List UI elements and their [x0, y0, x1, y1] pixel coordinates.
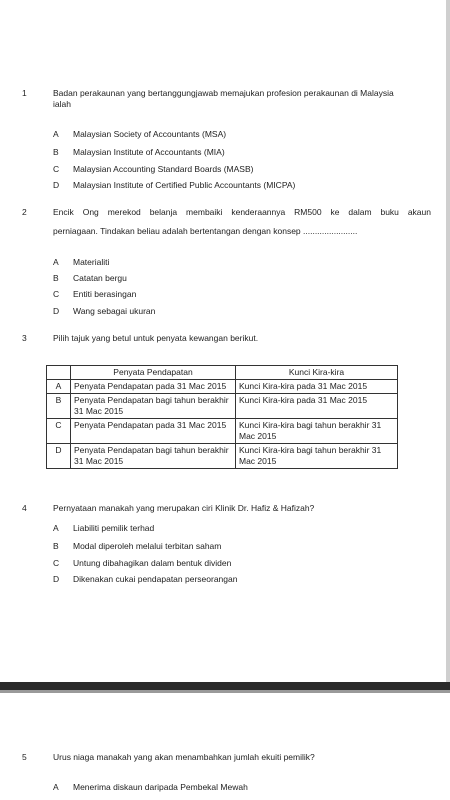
option-a[interactable]	[53, 257, 109, 267]
table-cell-letter: A	[47, 380, 71, 394]
table-cell: Kunci Kira-kira bagi tahun berakhir 31 Mac 2015	[236, 419, 398, 444]
table-row[interactable]	[47, 394, 398, 419]
option-b[interactable]	[53, 273, 127, 283]
next-page	[0, 693, 450, 800]
question-text: Pilih tajuk yang betul untuk penyata kewangan berikut.	[53, 333, 259, 343]
page-edge	[446, 0, 450, 690]
option-text: Catatan bergu	[73, 273, 127, 283]
option-text: Menerima diskaun daripada Pembekal Mewah	[73, 782, 248, 792]
option-letter: D	[53, 574, 60, 584]
option-b[interactable]	[53, 541, 221, 551]
question-text: Pernyataan manakah yang merupakan ciri Klinik Dr. Hafiz & Hafizah?	[53, 503, 315, 513]
table-header-cell	[47, 366, 71, 380]
option-letter: D	[53, 180, 60, 190]
option-c[interactable]	[53, 164, 253, 174]
option-letter: B	[53, 273, 59, 283]
table-cell: Kunci Kira-kira bagi tahun berakhir 31 Mac 2015	[236, 444, 398, 469]
question-text-line: Encik Ong merekod belanja membaiki kenderaannya RM500 ke dalam buku akaun	[53, 207, 431, 217]
option-c[interactable]	[53, 289, 136, 299]
table-row[interactable]	[47, 444, 398, 469]
table-cell: Penyata Pendapatan pada 31 Mac 2015	[71, 380, 236, 394]
table-cell: Penyata Pendapatan pada 31 Mac 2015	[71, 419, 236, 444]
option-d[interactable]	[53, 574, 237, 584]
question-number: 3	[22, 333, 27, 343]
option-text: Dikenakan cukai pendapatan perseorangan	[73, 574, 238, 584]
option-letter: D	[53, 306, 60, 316]
table-header-row	[47, 366, 398, 380]
option-text: Malaysian Society of Accountants (MSA)	[73, 129, 227, 139]
option-letter: B	[53, 541, 59, 551]
option-letter: C	[53, 164, 60, 174]
option-text: Wang sebagai ukuran	[73, 306, 156, 316]
option-d[interactable]	[53, 180, 295, 190]
option-a[interactable]	[53, 129, 226, 139]
table-header-cell: Penyata Pendapatan	[71, 366, 236, 380]
table-cell: Kunci Kira-kira pada 31 Mac 2015	[236, 394, 398, 419]
option-letter: A	[53, 129, 59, 139]
option-letter: A	[53, 523, 59, 533]
question-text	[53, 203, 431, 241]
page-break-divider	[0, 682, 450, 690]
table-cell: Penyata Pendapatan bagi tahun berakhir 31 Mac 2015	[71, 394, 236, 419]
table-row[interactable]	[47, 419, 398, 444]
question-text-line: Badan perakaunan yang bertanggungjawab memajukan profesion perakaunan di Malaysia	[53, 88, 394, 98]
option-text: Materialiti	[73, 257, 110, 267]
option-letter: B	[53, 147, 59, 157]
table-header-cell: Kunci Kira-kira	[236, 366, 398, 380]
option-text: Entiti berasingan	[73, 289, 137, 299]
question-number: 2	[22, 207, 27, 217]
table-row[interactable]	[47, 380, 398, 394]
table-cell-letter: B	[47, 394, 71, 419]
option-text: Liabiliti pemilik terhad	[73, 523, 155, 533]
option-a[interactable]	[53, 523, 154, 533]
option-text: Malaysian Institute of Accountants (MIA)	[73, 147, 225, 157]
table-cell: Penyata Pendapatan bagi tahun berakhir 31 Mac 2015	[71, 444, 236, 469]
option-a[interactable]	[53, 782, 248, 792]
table-cell-letter: C	[47, 419, 71, 444]
question-number: 4	[22, 503, 27, 513]
question-text	[53, 88, 431, 110]
option-d[interactable]	[53, 306, 155, 316]
question-number: 1	[22, 88, 27, 98]
option-letter: A	[53, 257, 59, 267]
answer-table	[46, 365, 398, 469]
option-letter: A	[53, 782, 59, 792]
option-text: Untung dibahagikan dalam bentuk dividen	[73, 558, 232, 568]
option-b[interactable]	[53, 147, 225, 157]
option-text: Malaysian Accounting Standard Boards (MASB)	[73, 164, 254, 174]
option-letter: C	[53, 558, 60, 568]
question-number: 5	[22, 752, 27, 762]
option-letter: C	[53, 289, 60, 299]
option-text: Malaysian Institute of Certified Public Accountants (MICPA)	[73, 180, 296, 190]
question-text: Urus niaga manakah yang akan menambahkan jumlah ekuiti pemilik?	[53, 752, 315, 762]
option-text: Modal diperoleh melalui terbitan saham	[73, 541, 222, 551]
question-text-line: ialah	[53, 99, 71, 109]
option-c[interactable]	[53, 558, 231, 568]
table-cell-letter: D	[47, 444, 71, 469]
question-text-line: perniagaan. Tindakan beliau adalah bertentangan dengan konsep .......................	[53, 226, 358, 236]
table-cell: Kunci Kira-kira pada 31 Mac 2015	[236, 380, 398, 394]
